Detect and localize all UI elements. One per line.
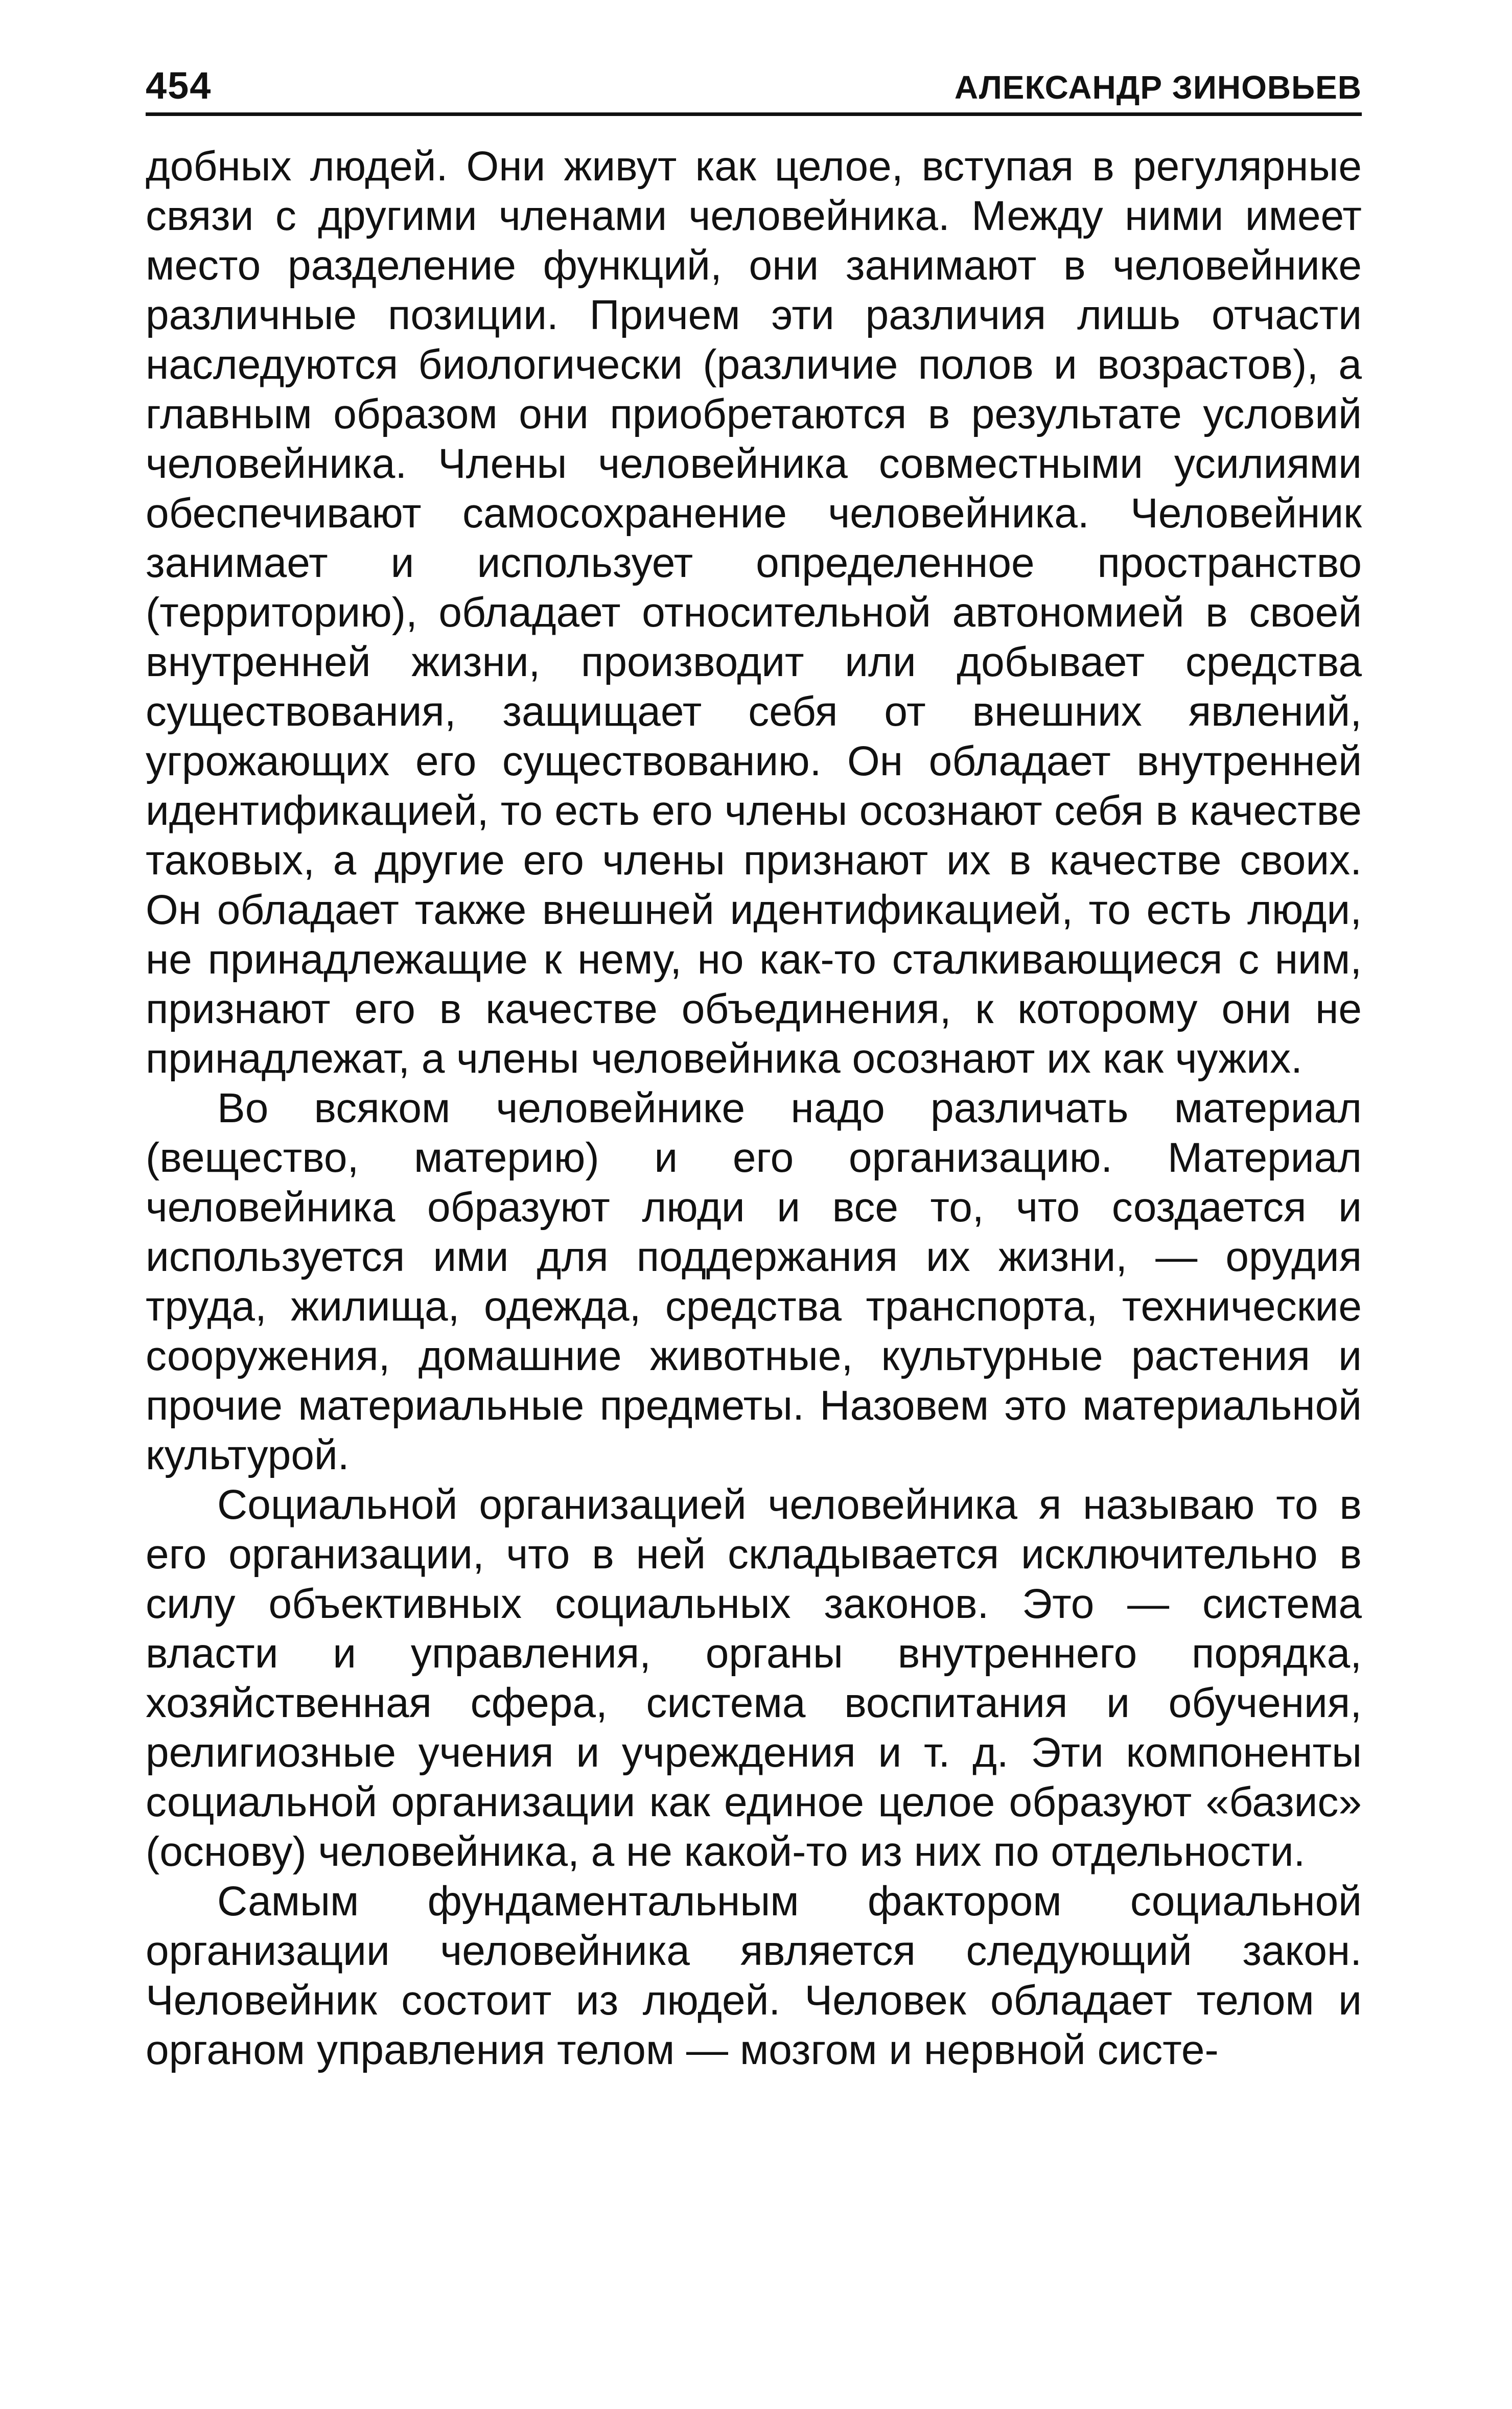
paragraph: Во всяком человейнике надо различать материал (вещество, материю) и его организацию. Материал человейника образуют люди и все то, что создается и используется ими для поддержания их жизни, — орудия труда, жилища, одежда, средства транспорта, технические сооружения, домашние животные, культурные растения и прочие материальные предметы. Назовем это материальной культурой. (146, 1085, 1362, 1478)
book-page (146, 56, 1362, 2075)
paragraph-continuation: добных людей. Они живут как целое, вступая в регулярные связи с другими членами человейника. Между ними имеет место разделение функций, они занимают в человейнике различные позиции. Причем эти различия лишь отчасти наследуются биологически (различие полов и возрастов), а главным образом они приобретаются в результате условий человейника. Члены человейника совместными усилиями обеспечивают самосохранение человейника. Человейник занимает и использует определенное пространство (территорию), обладает относительной автономией в своей внутренней жизни, производит или добывает средства существования, защищает себя от внешних явлений, угрожающих его существованию. Он обладает внутренней идентификацией, то есть его члены осознают себя в качестве таковых, а другие его члены признают их в качестве своих. Он обладает также внешней идентификацией, то есть люди, не принадлежащие к нему, но как-то сталкивающиеся с ним, признают его в качестве объединения, к которому они не принадлежат, а члены человейника осознают их как чужих. (146, 143, 1362, 1082)
paragraph: Самым фундаментальным фактором социальной организации человейника является следующий закон. Человейник состоит из людей. Человек обладает телом и органом управления телом — мозгом и нервной систе- (146, 1878, 1362, 2073)
running-title: АЛЕКСАНДР ЗИНОВЬЕВ (954, 69, 1362, 106)
body-text (146, 142, 1362, 2075)
page-header (146, 56, 1362, 116)
paragraph: Социальной организацией человейника я называю то в его организации, что в ней складывается исключительно в силу объективных социальных законов. Это — система власти и управления, органы внутреннего порядка, хозяйственная сфера, система воспитания и обучения, религиозные учения и учреждения и т. д. Эти компоненты социальной организации как единое целое образуют «базис» (основу) человейника, а не какой-то из них по отдельности. (146, 1481, 1362, 1875)
page-number: 454 (146, 64, 212, 107)
